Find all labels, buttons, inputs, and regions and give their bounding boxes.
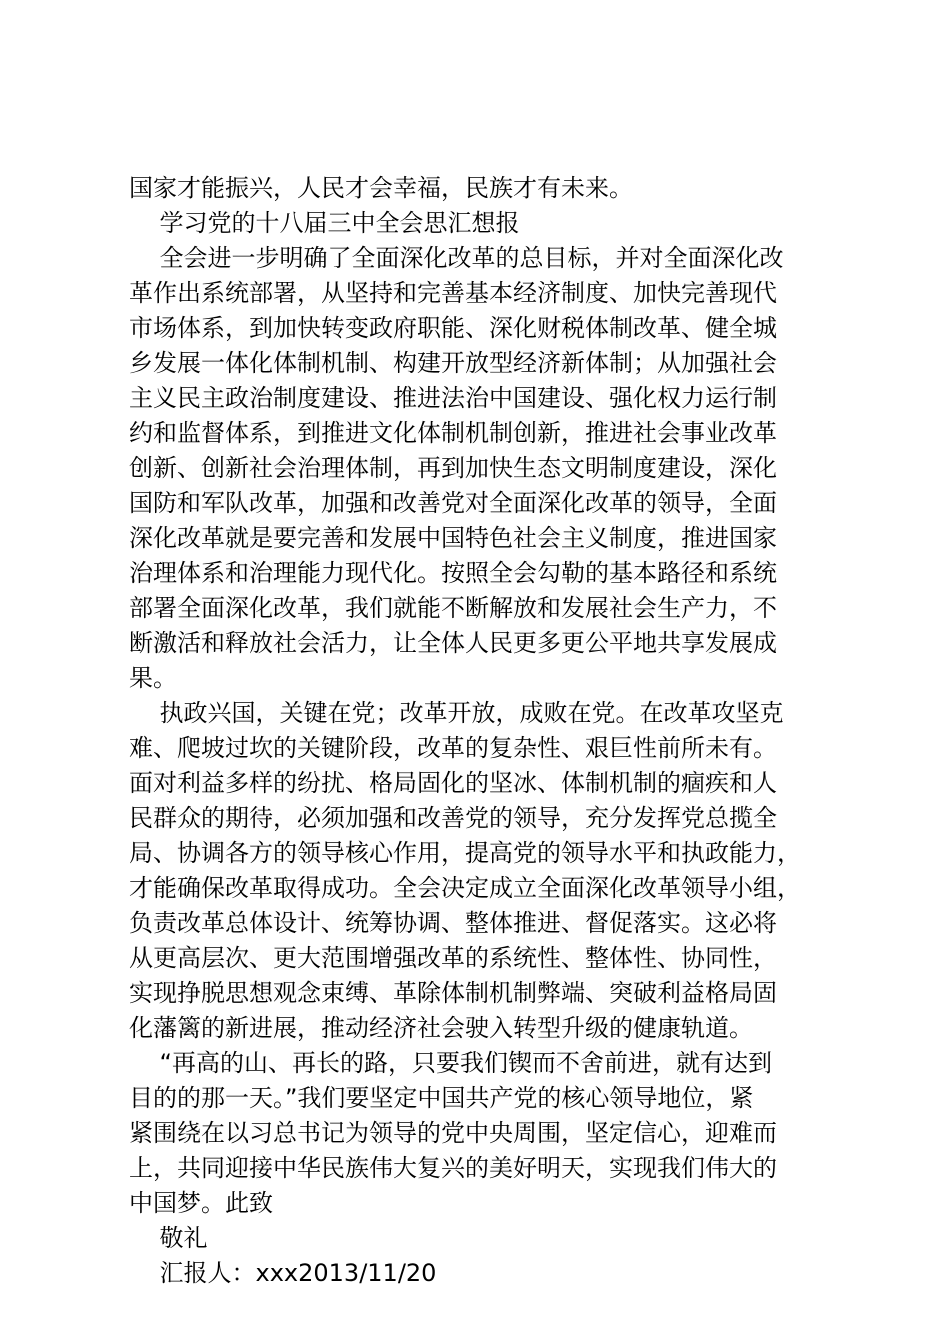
text-line: 目的的那一天。”我们要坚定中国共产党的核心领导地位，紧: [129, 1084, 754, 1112]
text-line: 学习党的十八届三中全会思汇想报: [129, 209, 520, 237]
text-line: 国家才能振兴，人民才会幸福，民族才有未来。: [129, 174, 633, 202]
text-line: 负责改革总体设计、统筹协调、整体推进、督促落实。这必将: [129, 909, 777, 937]
text-line: 中国梦。此致: [129, 1189, 273, 1217]
text-line: 断激活和释放社会活力，让全体人民更多更公平地共享发展成: [129, 629, 777, 657]
text-line: 全会进一步明确了全面深化改革的总目标，并对全面深化改: [129, 244, 784, 272]
text-line: 深化改革就是要完善和发展中国特色社会主义制度，推进国家: [129, 524, 777, 552]
text-line: 紧围绕在以习总书记为领导的党中央周围，坚定信心，迎难而: [129, 1119, 777, 1147]
text-line: 部署全面深化改革，我们就能不断解放和发展社会生产力，不: [129, 594, 777, 622]
text-line: 化藩篱的新进展，推动经济社会驶入转型升级的健康轨道。: [129, 1014, 753, 1042]
text-line: 局、协调各方的领导核心作用，提高党的领导水平和执政能力，: [129, 839, 801, 867]
text-line: 主义民主政治制度建设、推进法治中国建设、强化权力运行制: [129, 384, 777, 412]
text-line: 面对利益多样的纷扰、格局固化的坚冰、体制机制的痼疾和人: [129, 769, 777, 797]
text-line: 约和监督体系，到推进文化体制机制创新，推进社会事业改革: [129, 419, 777, 447]
text-line: 才能确保改革取得成功。全会决定成立全面深化改革领导小组，: [129, 874, 801, 902]
text-line: 从更高层次、更大范围增强改革的系统性、整体性、协同性，: [129, 944, 777, 972]
text-line: 执政兴国，关键在党；改革开放，成败在党。在改革攻坚克: [129, 699, 784, 727]
text-line: 实现挣脱思想观念束缚、革除体制机制弊端、突破利益格局固: [129, 979, 777, 1007]
text-line: 难、爬坡过坎的关键阶段，改革的复杂性、艰巨性前所未有。: [129, 734, 777, 762]
document-body: [129, 171, 829, 1291]
text-line: 汇报人：xxx2013/11/20: [129, 1259, 437, 1287]
text-line: “再高的山、再长的路，只要我们锲而不舍前进，就有达到: [129, 1049, 772, 1077]
text-line: 乡发展一体化体制机制、构建开放型经济新体制；从加强社会: [129, 349, 777, 377]
text-line: 市场体系，到加快转变政府职能、深化财税体制改革、健全城: [129, 314, 777, 342]
text-line: 敬礼: [129, 1224, 208, 1252]
text-line: 治理体系和治理能力现代化。按照全会勾勒的基本路径和系统: [129, 559, 777, 587]
text-line: 上，共同迎接中华民族伟大复兴的美好明天，实现我们伟大的: [129, 1154, 777, 1182]
text-line: 国防和军队改革，加强和改善党对全面深化改革的领导，全面: [129, 489, 777, 517]
text-line: 民群众的期待，必须加强和改善党的领导，充分发挥党总揽全: [129, 804, 777, 832]
text-line: 革作出系统部署，从坚持和完善基本经济制度、加快完善现代: [129, 279, 777, 307]
text-line: 创新、创新社会治理体制，再到加快生态文明制度建设，深化: [129, 454, 777, 482]
text-line: 果。: [129, 664, 177, 692]
